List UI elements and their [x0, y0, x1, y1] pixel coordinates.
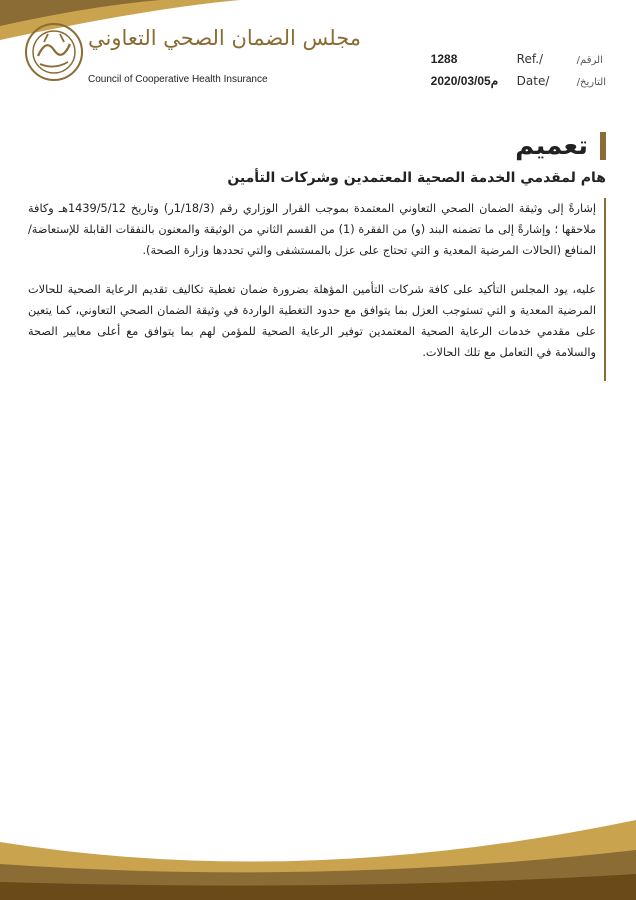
title-block [46, 132, 606, 186]
document-subtitle: هام لمقدمي الخدمة الصحية المعتمدين وشركات التأمين [227, 170, 606, 186]
body-paragraph: عليه، يود المجلس التأكيد على كافة شركات التأمين المؤهلة بضرورة ضمان تغطية تكاليف تقديم الرعاية الصحية للحالات المرضية المعدية و التي تستوجب العزل بما يتوافق مع حدود التغطية الواردة في وثيقة الضمان الصحي التعاوني، كما يتعين على مقدمي خدمات الرعاية الصحية المعتمدين توفير الرعاية الصحية للمؤمن لهم بما يتوافق مع أعلى معايير الصحة والسلامة في التعامل مع تلك الحالات. [28, 283, 596, 359]
org-name-english: Council of Cooperative Health Insurance [88, 74, 268, 85]
reference-number: 1288 [430, 52, 458, 66]
reference-label-arabic: الرقم/ [576, 55, 603, 66]
council-logo [22, 20, 362, 92]
date-label-arabic: التاريخ/ [576, 77, 606, 88]
reference-block [431, 52, 606, 96]
document-body [28, 198, 606, 381]
footer-decoration [0, 820, 636, 900]
date-value: 2020/03/05م [430, 74, 499, 88]
logo-seal-icon [22, 20, 86, 84]
date-label: Date/ [516, 74, 550, 88]
body-paragraph: إشارةً إلى وثيقة الضمان الصحي التعاوني المعتمدة بموجب القرار الوزاري رقم (1/18/3ر) وتاريخ 1439/5/12هـ وكافة ملاحقها ؛ وإشارةً إلى ما تضمنه البند (و) من الفقرة (1) من القسم الثاني من الوثيقة والمعنون بالنفقات القابلة للإستعاضة/ المنافع (الحالات المرضية المعدية و التي تحتاج على عزل بالمستشفى والتي تحددها وزارة الصحة). [28, 202, 597, 257]
document-title: تعميم [46, 132, 606, 160]
org-name-arabic: مجلس الضمان الصحي التعاوني [88, 26, 362, 50]
reference-label: Ref./ [516, 52, 544, 66]
reference-row [431, 52, 606, 74]
date-row [431, 74, 606, 96]
